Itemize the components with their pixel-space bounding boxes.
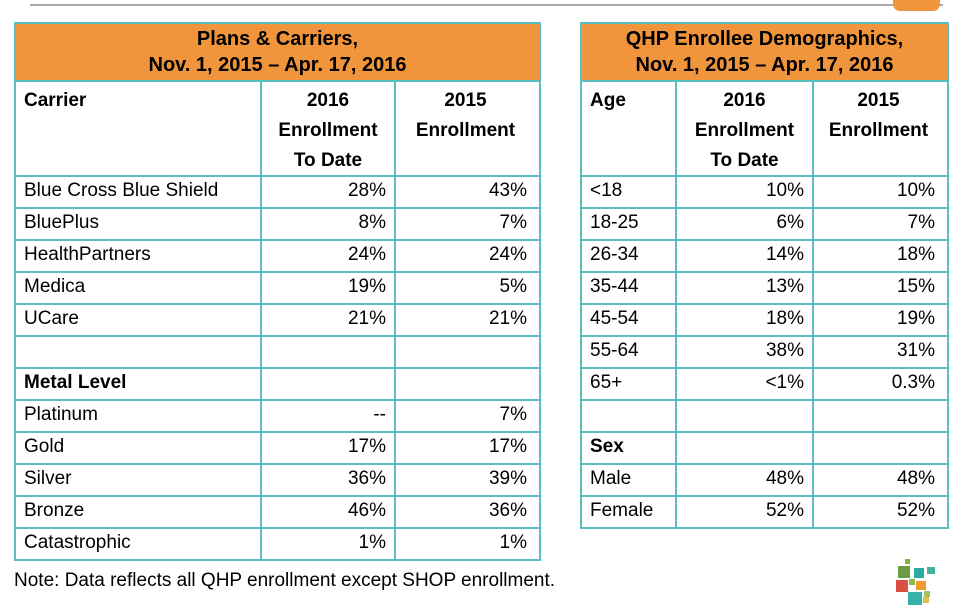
plans-carriers-table-title [16,24,539,82]
cell-2016-value: 8% [262,209,396,239]
slide-corner-tab [893,0,940,11]
cell-2016-value: 17% [262,433,396,463]
cell-carrier: HealthPartners [16,241,262,271]
cell-2016-value: 18% [677,305,814,335]
cell-2016-value: 6% [677,209,814,239]
cell-2015-value: 0.3% [891,372,935,393]
cell-metal-level: Gold [16,433,262,463]
cell-2015-value: 7% [499,404,527,425]
cell-2015-value: 48% [896,468,935,489]
table-row [582,209,947,241]
cell-age: 45-54 [582,305,677,335]
logo-square [916,581,926,590]
cell-metal-level: Platinum [16,401,262,431]
cell-2016-value: 38% [677,337,814,367]
cell-2016-value: 36% [262,465,396,495]
table-row [16,273,539,305]
cell-2015-value: 7% [499,212,527,233]
cell-2016-value: 28% [262,177,396,207]
table-row [16,465,539,497]
cell-age: <18 [582,177,677,207]
table-row [582,305,947,337]
cell-2016-value: 24% [262,241,396,271]
cell-age: 26-34 [582,241,677,271]
cell-2016-value: 48% [677,465,814,495]
note-text: Note: Data reflects all QHP enrollment except SHOP enrollment. [14,570,556,591]
table-row [16,177,539,209]
demographics-table [580,22,949,529]
spacer-row [582,401,947,433]
cell-sex: Male [582,465,677,495]
cell-2015-value: 52% [896,500,935,521]
cell-2015-value: 15% [896,276,935,297]
cell-2016-value: 1% [262,529,396,559]
top-divider-rule [30,4,943,6]
section-header-metal-level: Metal Level [16,369,262,399]
demographics-table-title [582,24,947,82]
cell-2015-value: 18% [896,244,935,265]
cell-2016-value: 13% [677,273,814,303]
plans-carriers-table [14,22,541,561]
table-row [16,529,539,559]
logo-square [923,597,929,603]
cell-2015-value: 10% [896,180,935,201]
table-row [582,465,947,497]
cell-metal-level: Catastrophic [16,529,262,559]
cell-2016-value: 14% [677,241,814,271]
cell-2015-value: 21% [488,308,527,329]
logo-square [927,567,935,574]
cell-2016-value: 52% [677,497,814,527]
table-row [16,305,539,337]
table-row [16,433,539,465]
cell-2015-value: 19% [896,308,935,329]
column-header-carrier: Carrier [16,82,262,175]
cell-sex: Female [582,497,677,527]
logo-square [908,592,922,605]
logo-square [898,566,910,578]
table-row [16,241,539,273]
column-header-2015-enrollment: 2015 Enrollment [415,90,516,141]
section-header-row [16,369,539,401]
pixel-squares-logo [893,556,956,606]
cell-2016-value: -- [262,401,396,431]
cell-age: 18-25 [582,209,677,239]
column-header-2016-enrollment: 2016 Enrollment To Date [262,82,396,175]
cell-carrier: BluePlus [16,209,262,239]
cell-2016-value: 21% [262,305,396,335]
cell-2015-value: 17% [488,436,527,457]
table-title-line2: Nov. 1, 2015 – Apr. 17, 2016 [148,54,407,76]
logo-square [909,579,915,585]
column-header-row [582,82,947,177]
table-row [16,209,539,241]
spacer-row [16,337,539,369]
table-row [582,273,947,305]
cell-2016-value: 46% [262,497,396,527]
section-header-row [582,433,947,465]
table-row [16,497,539,529]
table-title-line1: QHP Enrollee Demographics, [625,28,904,50]
cell-carrier: UCare [16,305,262,335]
column-header-2015-enrollment: 2015 Enrollment [828,90,929,141]
cell-2015-value: 1% [499,532,527,553]
cell-2015-value: 39% [488,468,527,489]
column-header-row [16,82,539,177]
cell-metal-level: Silver [16,465,262,495]
cell-2016-value: 10% [677,177,814,207]
column-header-2016-enrollment: 2016 Enrollment To Date [677,82,814,175]
cell-2015-value: 31% [896,340,935,361]
table-row [582,369,947,401]
cell-2016-value: <1% [677,369,814,399]
logo-square [905,559,910,564]
table-row [582,337,947,369]
logo-square [896,580,908,592]
column-header-age: Age [582,82,677,175]
cell-age: 65+ [582,369,677,399]
cell-carrier: Blue Cross Blue Shield [16,177,262,207]
cell-age: 35-44 [582,273,677,303]
cell-2016-value: 19% [262,273,396,303]
cell-2015-value: 36% [488,500,527,521]
table-row [582,241,947,273]
table-title-line2: Nov. 1, 2015 – Apr. 17, 2016 [635,54,894,76]
cell-2015-value: 5% [499,276,527,297]
table-row [582,177,947,209]
cell-carrier: Medica [16,273,262,303]
logo-square [914,568,924,578]
table-row [582,497,947,527]
cell-age: 55-64 [582,337,677,367]
cell-2015-value: 7% [907,212,935,233]
cell-metal-level: Bronze [16,497,262,527]
cell-2015-value: 43% [488,180,527,201]
section-header-sex: Sex [582,433,677,463]
table-title-line1: Plans & Carriers, [196,28,359,50]
cell-2015-value: 24% [488,244,527,265]
table-row [16,401,539,433]
